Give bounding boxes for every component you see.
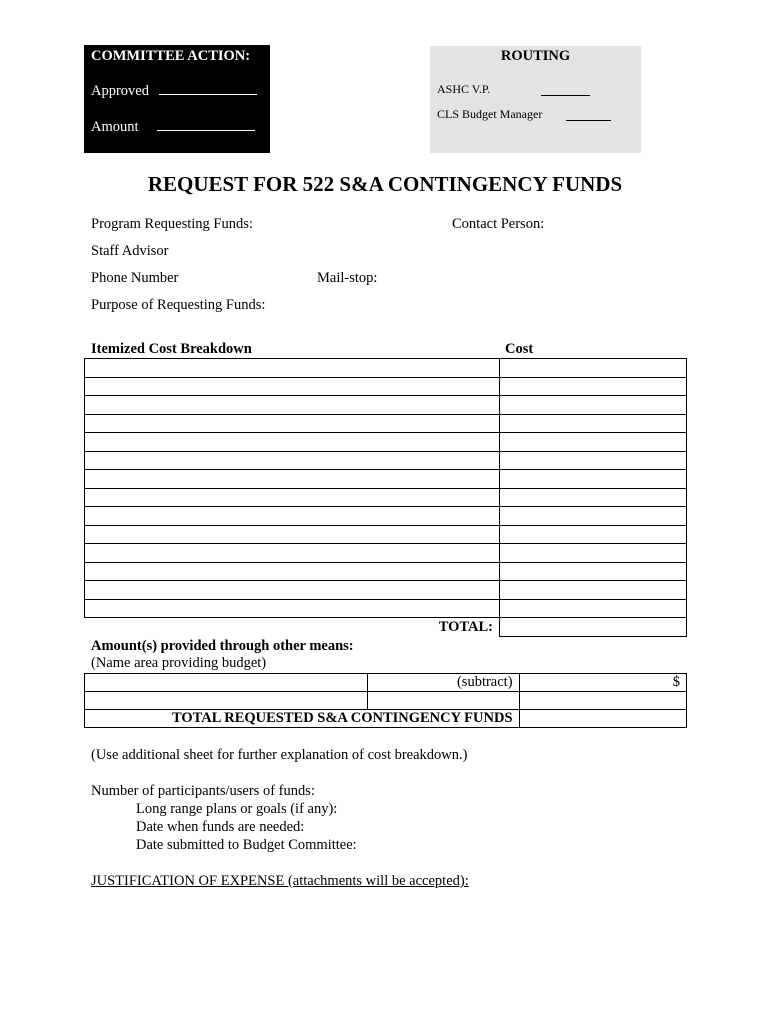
table-row (85, 414, 687, 433)
additional-sheet-note: (Use additional sheet for further explanation of cost breakdown.) (91, 747, 468, 763)
item-description-cell[interactable] (85, 562, 500, 581)
committee-action-box (84, 45, 270, 153)
table-row (85, 525, 687, 544)
amount-cell-2[interactable] (519, 692, 686, 710)
approved-label: Approved (91, 83, 149, 99)
item-description-cell[interactable] (85, 525, 500, 544)
table-row (85, 581, 687, 600)
budget-area-cell-2[interactable] (85, 692, 368, 710)
table-row (85, 377, 687, 396)
total-requested-label: TOTAL REQUESTED S&A CONTINGENCY FUNDS (85, 710, 520, 728)
phone-number-label: Phone Number (91, 270, 179, 286)
item-cost-cell[interactable] (500, 451, 687, 470)
item-description-cell[interactable] (85, 470, 500, 489)
item-cost-cell[interactable] (500, 562, 687, 581)
contact-person-label: Contact Person: (452, 216, 545, 232)
table-row (85, 674, 687, 692)
other-means-title: Amount(s) provided through other means: (91, 638, 354, 654)
table-row (85, 359, 687, 378)
item-description-cell[interactable] (85, 507, 500, 526)
cost-breakdown-table (84, 358, 687, 637)
participants-label: Number of participants/users of funds: (91, 783, 315, 799)
routing-header: ROUTING (500, 48, 571, 64)
other-means-subtitle: (Name area providing budget) (91, 655, 267, 671)
cls-budget-manager-blank[interactable] (566, 120, 611, 121)
program-requesting-label: Program Requesting Funds: (91, 216, 253, 232)
item-description-cell[interactable] (85, 359, 500, 378)
subtract-amount-cell[interactable]: $ (519, 674, 686, 692)
amount-blank[interactable] (157, 118, 255, 131)
total-label: TOTAL: (85, 618, 500, 637)
amount-label: Amount (91, 119, 139, 135)
itemized-cost-header: Itemized Cost Breakdown (91, 341, 252, 357)
item-cost-cell[interactable] (500, 525, 687, 544)
approved-blank[interactable] (159, 82, 257, 95)
total-row (85, 618, 687, 637)
item-cost-cell[interactable] (500, 488, 687, 507)
item-cost-cell[interactable] (500, 433, 687, 452)
routing-box (430, 46, 641, 153)
ashc-vp-label: ASHC V.P. (437, 82, 491, 96)
date-submitted-label: Date submitted to Budget Committee: (136, 837, 357, 853)
item-description-cell[interactable] (85, 544, 500, 563)
budget-area-cell[interactable] (85, 674, 368, 692)
justification-heading: JUSTIFICATION OF EXPENSE (attachments will be accepted): (91, 873, 469, 889)
item-cost-cell[interactable] (500, 396, 687, 415)
staff-advisor-label: Staff Advisor (91, 243, 169, 259)
long-range-label: Long range plans or goals (if any): (136, 801, 338, 817)
cost-header: Cost (505, 341, 534, 357)
table-row (85, 692, 687, 710)
item-cost-cell[interactable] (500, 544, 687, 563)
table-row (85, 488, 687, 507)
item-cost-cell[interactable] (500, 599, 687, 618)
approved-row (91, 82, 257, 100)
table-row (85, 470, 687, 489)
table-row (85, 396, 687, 415)
table-row (85, 562, 687, 581)
table-row (85, 507, 687, 526)
ashc-vp-blank[interactable] (541, 95, 590, 96)
table-row (85, 599, 687, 618)
item-cost-cell[interactable] (500, 414, 687, 433)
item-description-cell[interactable] (85, 599, 500, 618)
table-row (85, 544, 687, 563)
item-cost-cell[interactable] (500, 377, 687, 396)
item-description-cell[interactable] (85, 581, 500, 600)
other-means-table (84, 673, 687, 728)
committee-action-header: COMMITTEE ACTION: (91, 48, 251, 64)
total-cost-cell[interactable] (500, 618, 687, 637)
item-description-cell[interactable] (85, 433, 500, 452)
item-description-cell[interactable] (85, 451, 500, 470)
item-cost-cell[interactable] (500, 507, 687, 526)
item-description-cell[interactable] (85, 377, 500, 396)
total-requested-amount-cell[interactable] (519, 710, 686, 728)
table-row (85, 451, 687, 470)
page-title: REQUEST FOR 522 S&A CONTINGENCY FUNDS (147, 172, 623, 196)
table-row (85, 433, 687, 452)
cls-budget-manager-label: CLS Budget Manager (437, 107, 543, 121)
item-cost-cell[interactable] (500, 581, 687, 600)
item-description-cell[interactable] (85, 396, 500, 415)
date-needed-label: Date when funds are needed: (136, 819, 305, 835)
mailstop-label: Mail-stop: (317, 270, 378, 286)
item-description-cell[interactable] (85, 414, 500, 433)
table-row (85, 710, 687, 728)
spacer-cell (367, 692, 519, 710)
amount-row (91, 118, 255, 136)
item-description-cell[interactable] (85, 488, 500, 507)
subtract-label: (subtract) (367, 674, 519, 692)
purpose-label: Purpose of Requesting Funds: (91, 297, 266, 313)
item-cost-cell[interactable] (500, 470, 687, 489)
item-cost-cell[interactable] (500, 359, 687, 378)
